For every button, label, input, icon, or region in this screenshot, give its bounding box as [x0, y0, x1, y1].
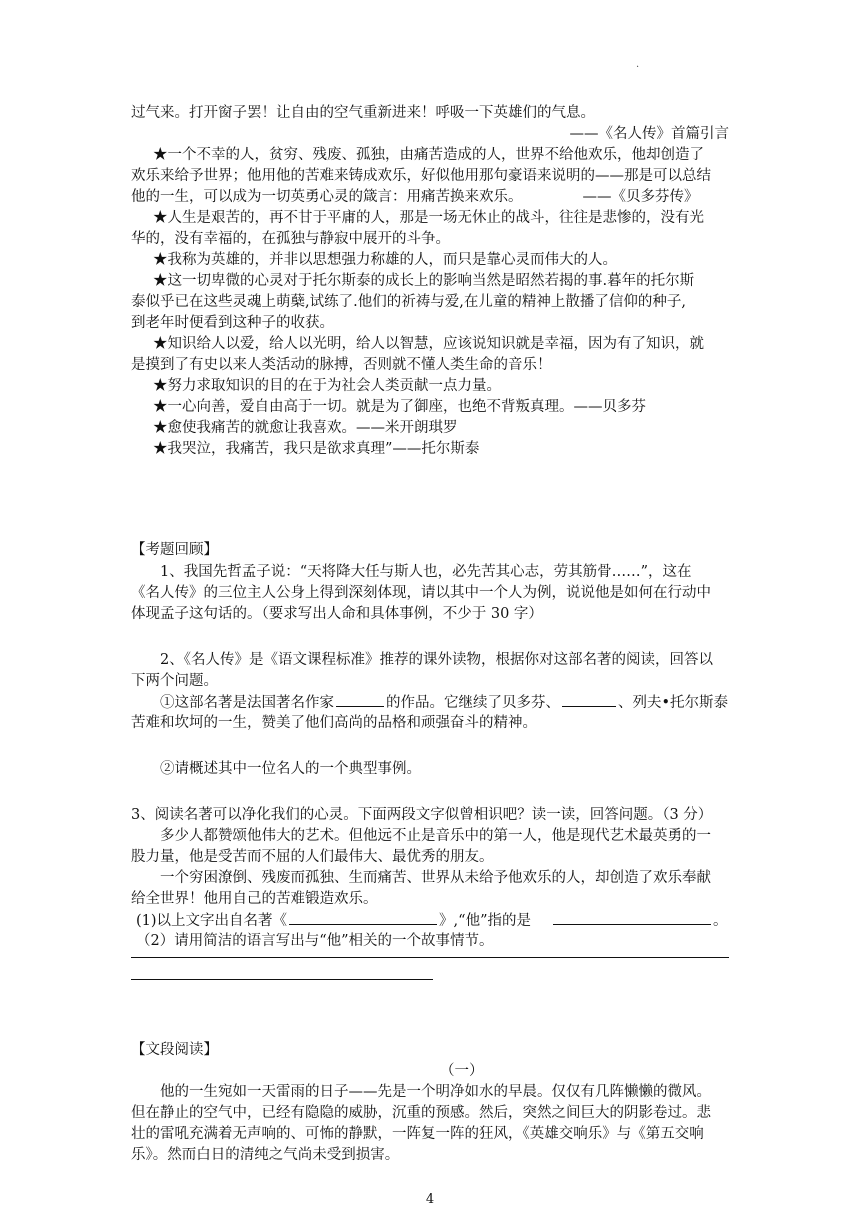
- quote-line: ★一个不幸的人，贫穷、残废、孤独，由痛苦造成的人，世界不给他欢乐，他却创造了: [153, 147, 704, 163]
- question-3-2-line: （2）请用简洁的语言写出与“他”相关的一个故事情节。: [136, 933, 494, 949]
- quote-line: [131, 187, 699, 207]
- page-top-dot: ·: [636, 62, 640, 73]
- quote-line: ★我称为英雄的，并非以思想强力称雄的人，而只是靠心灵而伟大的人。: [153, 252, 617, 268]
- question-3-1-text: 》,“他”指的是: [439, 913, 531, 929]
- section-heading-review: 【考题回顾】: [131, 542, 218, 558]
- reading-passage-line: 但在静止的空气中，已经有隐隐的威胁，沉重的预感。然后，突然之间巨大的阴影卷过。悲: [131, 1105, 711, 1121]
- quote-line: ★努力求取知识的目的在于为社会人类贡献一点力量。: [153, 378, 501, 394]
- question-3-1-text: 。: [712, 913, 728, 929]
- question-2a-text: ①这部名著是法国著名作家: [160, 695, 334, 711]
- question-3-1-line: [136, 910, 727, 931]
- quote-text: 他的一生，可以成为一切英勇心灵的箴言：用痛苦换来欢乐。: [131, 189, 523, 205]
- quote-line: ★人生是艰苦的，再不甘于平庸的人，那是一场无休止的战斗，往往是悲惨的，没有光: [153, 210, 704, 226]
- question-1-line: 1、我国先哲孟子说：“天将降大任与斯人也，必先苦其心志，劳其筋骨……”，这在: [160, 564, 692, 580]
- person-blank[interactable]: [562, 692, 616, 707]
- question-1-line: 《名人传》的三位主人公身上得到深刻体现，请以其中一个人为例，说说他是如何在行动中: [131, 585, 711, 601]
- quote-line: 欢乐来给予世界；他用他的苦难来铸成欢乐，好似他用那句豪语来说明的——那是可以总结: [131, 168, 711, 184]
- question-2a-line: [160, 692, 728, 713]
- question-3-passage: 给全世界！他用自己的苦难锻造欢乐。: [131, 891, 378, 907]
- question-3-passage: 一个穷困潦倒、残废而孤独、生而痛苦、世界从未给予他欢乐的人，却创造了欢乐奉献: [160, 870, 711, 886]
- quote-line: ★愈使我痛苦的就愈让我喜欢。——米开朗琪罗: [153, 420, 458, 436]
- quote-line: 到老年时便看到这种子的收获。: [131, 315, 334, 331]
- reading-passage-line: 他的一生宛如一天雷雨的日子——先是一个明净如水的早晨。仅仅有几阵懒懒的微风。: [160, 1084, 711, 1100]
- question-3-1-text: (1)以上文字出自名著《: [136, 913, 288, 929]
- quote-line: 是摸到了有史以来人类活动的脉搏，否则就不懂人类生命的音乐！: [131, 357, 552, 373]
- quote-line: ★知识给人以爱，给人以光明，给人以智慧，应该说知识就是幸福，因为有了知识，就: [153, 336, 704, 352]
- quote-line: 华的，没有幸福的，在孤独与静寂中展开的斗争。: [131, 231, 450, 247]
- question-2a-line: 苦难和坎坷的一生，赞美了他们高尚的品格和顽强奋斗的精神。: [131, 715, 537, 731]
- answer-line[interactable]: [131, 979, 433, 980]
- question-3-passage: 股力量，他是受苦而不屈的人们最伟大、最优秀的朋友。: [131, 849, 494, 865]
- question-2b-line: ②请概述其中一位名人的一个典型事例。: [160, 761, 421, 777]
- book-title-blank[interactable]: [289, 910, 437, 925]
- quote-line: 泰似乎已在这些灵魂上萌蘖,试练了.他们的祈祷与爱,在儿童的精神上散播了信仰的种子,: [131, 294, 686, 310]
- page-number: 4: [425, 1192, 435, 1207]
- reading-passage-line: 乐》。然而白日的清纯之气尚未受到损害。: [131, 1147, 400, 1163]
- quote-line: ★一心向善，爱自由高于一切。就是为了御座，也绝不背叛真理。——贝多芬: [153, 399, 646, 415]
- quote-line: ★我哭泣，我痛苦，我只是欲求真理”——托尔斯泰: [153, 441, 480, 457]
- section-heading-reading: 【文段阅读】: [131, 1042, 218, 1058]
- question-2a-text: 的作品。它继续了贝多芬、: [386, 695, 560, 711]
- answer-line[interactable]: [131, 957, 729, 958]
- quote-line: 过气来。打开窗子罢！让自由的空气重新进来！呼吸一下英雄们的气息。: [131, 105, 595, 121]
- reading-passage-line: 壮的雷吼充满着无声响的、可怖的静默，一阵复一阵的狂风，《英雄交响乐》与《第五交响: [131, 1126, 704, 1142]
- question-2-line: 下两个问题。: [131, 673, 218, 689]
- quote-source: ——《贝多芬传》: [582, 189, 699, 205]
- he-refers-blank[interactable]: [553, 910, 711, 925]
- question-3-line: 3、阅读名著可以净化我们的心灵。下面两段文字似曾相识吧？读一读，回答问题。（3 分）: [131, 807, 713, 823]
- question-1-line: 体现孟子这句话的。（要求写出人命和具体事例，不少于 30 字）: [131, 606, 543, 622]
- author-blank[interactable]: [336, 692, 384, 707]
- question-3-passage: 多少人都赞颂他伟大的艺术。但他远不止是音乐中的第一人，他是现代艺术最英勇的一: [160, 828, 711, 844]
- quote-line: ★这一切卑微的心灵对于托尔斯泰的成长上的影响当然是昭然若揭的事.暮年的托尔斯: [153, 273, 695, 289]
- section-number: （一）: [440, 1063, 484, 1079]
- question-2-line: 2、《名人传》是《语文课程标准》推荐的课外读物，根据你对这部名著的阅读，回答以: [160, 652, 713, 668]
- quote-source: ——《名人传》首篇引言: [569, 126, 729, 142]
- question-2a-text: 、列夫•托尔斯泰: [618, 695, 729, 711]
